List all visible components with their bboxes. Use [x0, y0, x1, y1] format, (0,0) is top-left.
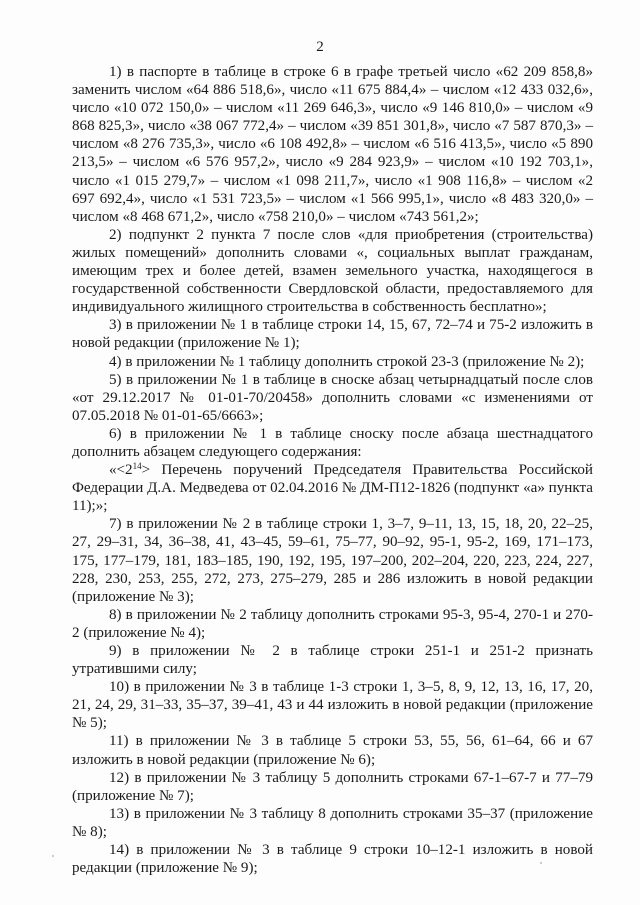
paragraph-8: 8) в приложении № 2 таблицу дополнить строками 95-3, 95-4, 270-1 и 270-2 (приложение № 4);	[72, 606, 593, 641]
paragraph-9: 9) в приложении № 2 в таблице строки 251-1 и 251-2 признать утратившими силу;	[72, 643, 593, 678]
paragraph-3: 3) в приложении № 1 в таблице строки 14, 15, 67, 72–74 и 75-2 изложить в новой редакции (приложение № 1);	[72, 317, 593, 352]
scan-speck	[540, 862, 542, 864]
paragraph-4: 4) в приложении № 1 таблицу дополнить строкой 23-3 (приложение № 2);	[109, 353, 585, 370]
paragraph-11: 11) в приложении № 3 в таблице 5 строки 53, 55, 56, 61–64, 66 и 67 изложить в новой редакции (приложение № 6);	[72, 733, 593, 768]
document-body	[72, 63, 593, 877]
footnote-insert-text	[72, 461, 593, 515]
footnote-superscript: 14	[132, 461, 142, 472]
paragraph-14: 14) в приложении № 3 в таблице 9 строки 10–12-1 изложить в новой редакции (приложение № 9);	[72, 842, 593, 877]
footnote-open: «<2	[109, 462, 133, 479]
scan-speck	[52, 855, 54, 857]
paragraph-13: 13) в приложении № 3 таблицу 8 дополнить строками 35–37 (приложение № 8);	[72, 805, 593, 840]
paragraph-5: 5) в приложении № 1 в таблице в сноске абзац четырнадцатый после слов «от 29.12.2017 № 01-01-70/20458» дополнить словами «с изменениями от 07.05.2018 № 01-01-65/6663»;	[72, 371, 593, 424]
paragraph-10: 10) в приложении № 3 в таблице 1-3 строки 1, 3–5, 8, 9, 12, 13, 16, 17, 20, 21, 24, 29, 31–33, 35–37, 39–41, 43 и 44 изложить в новой редакции (приложение № 5);	[72, 679, 593, 732]
paragraph-1: 1) в паспорте в таблице в строке 6 в графе третьей число «62 209 858,8» заменить числом «64 886 518,6», число «11 675 884,4» – числом «12 433 032,6», число «10 072 150,0» – числом «11 269 646,3», число «9 146 810,0» – числом «9 868 825,3», число «38 067 772,4» – числом «39 851 301,8», число «7 587 870,3» – числом «8 276 735,3», число «6 108 492,8» – числом «6 516 413,5», число «5 890 213,5» – числом «6 576 957,2», число «9 284 923,9» – числом «10 192 703,1», число «1 015 279,7» – числом «1 098 211,7», число «1 908 116,8» – числом «2 697 692,4», число «1 531 723,5» – числом «1 566 995,1», число «8 483 320,0» – числом «8 468 671,2», число «758 210,0» – числом «743 561,2»;	[72, 64, 593, 225]
footnote-rest: > Перечень поручений Председателя Правительства Российской Федерации Д.А. Медведева от 02.04.2016 № ДМ-П12-1826 (подпункт «а» пункта 11);»;	[72, 462, 593, 515]
paragraph-2: 2) подпункт 2 пункта 7 после слов «для приобретения (строительства) жилых помещений» дополнить словами «, социальных выплат гражданам, имеющим трех и более детей, взамен земельного участка, находящегося в государственной собственности Свердловской области, предоставляемого для индивидуального жилищного строительства в собственность бесплатно»;	[72, 226, 593, 316]
paragraph-12: 12) в приложении № 3 таблицу 5 дополнить строками 67-1–67-7 и 77–79 (приложение № 7);	[72, 769, 593, 804]
page-number: 2	[316, 39, 324, 55]
paragraph-6: 6) в приложении № 1 в таблице сноску после абзаца шестнадцатого дополнить абзацем следующего содержания:	[72, 425, 593, 460]
paragraph-7: 7) в приложении № 2 в таблице строки 1, 3–7, 9–11, 13, 15, 18, 20, 22–25, 27, 29–31, 34, 36–38, 41, 43–45, 59–61, 75–77, 90–92, 95-1, 95-2, 169, 171–173, 175, 177–179, 181, 183–185, 190, 192, 195, 197–200, 202–204, 220, 223, 224, 227, 228, 230, 253, 255, 272, 273, 275–279, 285 и 286 изложить в новой редакции (приложение № 3);	[72, 516, 593, 605]
